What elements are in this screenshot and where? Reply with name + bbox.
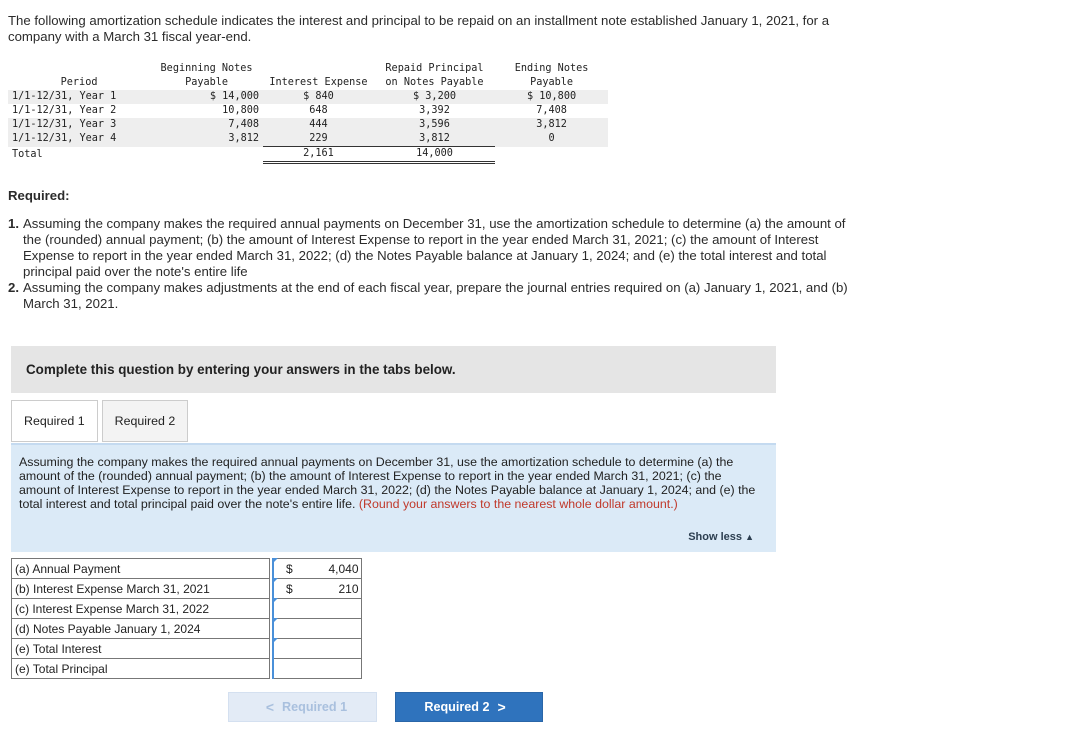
answer-label: (c) Interest Expense March 31, 2022 (12, 599, 270, 619)
input-value: 210 (338, 582, 359, 596)
amortization-schedule (8, 62, 608, 164)
input-marker-icon (273, 638, 278, 643)
answer-label: (b) Interest Expense March 31, 2021 (12, 579, 270, 599)
required-heading: Required: (8, 188, 70, 203)
interest-2022-input[interactable] (273, 599, 361, 619)
tab-required-2[interactable]: Required 2 (102, 400, 189, 442)
answer-row-e2 (12, 659, 362, 679)
header-interest: Interest Expense (269, 77, 368, 88)
next-required-button[interactable]: Required 2 > (395, 692, 543, 722)
question-panel (11, 443, 776, 552)
header-beginning: Beginning Notes Payable (160, 63, 253, 88)
total-interest-input[interactable] (273, 639, 361, 659)
table-row: 1/1-12/31, Year 1 $ 14,000 $ 840 $ 3,200 $ 10,800 (8, 90, 608, 104)
input-marker-icon (273, 558, 278, 563)
tab-required-1[interactable]: Required 1 (11, 400, 98, 442)
input-marker-icon (273, 598, 278, 603)
requirement-2: 2. Assuming the company makes adjustments at the end of each fiscal year, prepare the journal entries required on (a) January 1, 2021, and (b) March 31, 2021. (8, 280, 848, 311)
answer-row-b (12, 579, 362, 599)
requirements-list (8, 216, 858, 312)
requirement-1: 1. Assuming the company makes the required annual payments on December 31, use the amortization schedule to determine (a) the amount of the (rounded) annual payment; (b) the amount of Interest Expense to report in the year ended March 31, 2021; (c) the amount of Interest Expense to report in the year ended March 31, 2022; (d) the Notes Payable balance at January 1, 2024; and (e) the total interest and total principal paid over the note's entire life (8, 216, 846, 279)
table-row: 1/1-12/31, Year 2 10,800 648 3,392 7,408 (12, 105, 567, 116)
show-less-link[interactable]: Show less ▲ (688, 531, 754, 543)
currency-symbol: $ (286, 582, 293, 596)
table-total-row: Total 2,161 14,000 (8, 147, 608, 163)
instruction-banner: Complete this question by entering your answers in the tabs below. (11, 346, 776, 393)
answer-row-a (12, 559, 362, 579)
answer-row-d (12, 619, 362, 639)
table-row: 1/1-12/31, Year 4 3,812 229 3,812 0 (8, 132, 608, 147)
rounding-note: (Round your answers to the nearest whole dollar amount.) (358, 497, 678, 511)
input-marker-icon (273, 578, 278, 583)
answer-label: (d) Notes Payable January 1, 2024 (12, 619, 270, 639)
chevron-left-icon: < (265, 699, 275, 715)
notes-payable-input[interactable] (273, 619, 361, 639)
interest-2021-input[interactable] (273, 579, 361, 599)
answer-label: (e) Total Interest (12, 639, 270, 659)
header-repaid: Repaid Principal on Notes Payable (385, 63, 484, 88)
header-period: Period (60, 77, 98, 88)
table-row: 1/1-12/31, Year 3 7,408 444 3,596 3,812 (8, 118, 608, 132)
answer-table (11, 558, 362, 679)
currency-symbol: $ (286, 562, 293, 576)
annual-payment-input[interactable] (273, 559, 361, 579)
header-ending: Ending Notes Payable (514, 63, 589, 88)
tab-bar (11, 400, 192, 444)
chevron-right-icon: > (497, 699, 506, 715)
answer-label: (e) Total Principal (12, 659, 270, 679)
answer-row-c (12, 599, 362, 619)
total-principal-input[interactable] (273, 659, 361, 679)
input-marker-icon (273, 618, 278, 623)
intro-text: The following amortization schedule indicates the interest and principal to be repaid on an installment note established January 1, 2021, for a company with a March 31 fiscal year-end. (8, 13, 830, 44)
answer-label: (a) Annual Payment (12, 559, 270, 579)
answer-row-e1 (12, 639, 362, 659)
panel-text: Assuming the company makes the required annual payments on December 31, use the amortization schedule to determine (a) the amount of the (rounded) annual payment; (b) the amount of Interest Expense to report in the year ended March 31, 2021; (c) the amount of Interest Expense to report in the year ended March 31, 2022; (d) the Notes Payable balance at January 1, 2024; and (e) the total interest and total principal paid over the note's entire life. (19, 455, 756, 511)
triangle-up-icon: ▲ (745, 532, 754, 542)
input-value: 4,040 (328, 562, 359, 576)
prev-required-button[interactable]: < Required 1 (228, 692, 377, 722)
